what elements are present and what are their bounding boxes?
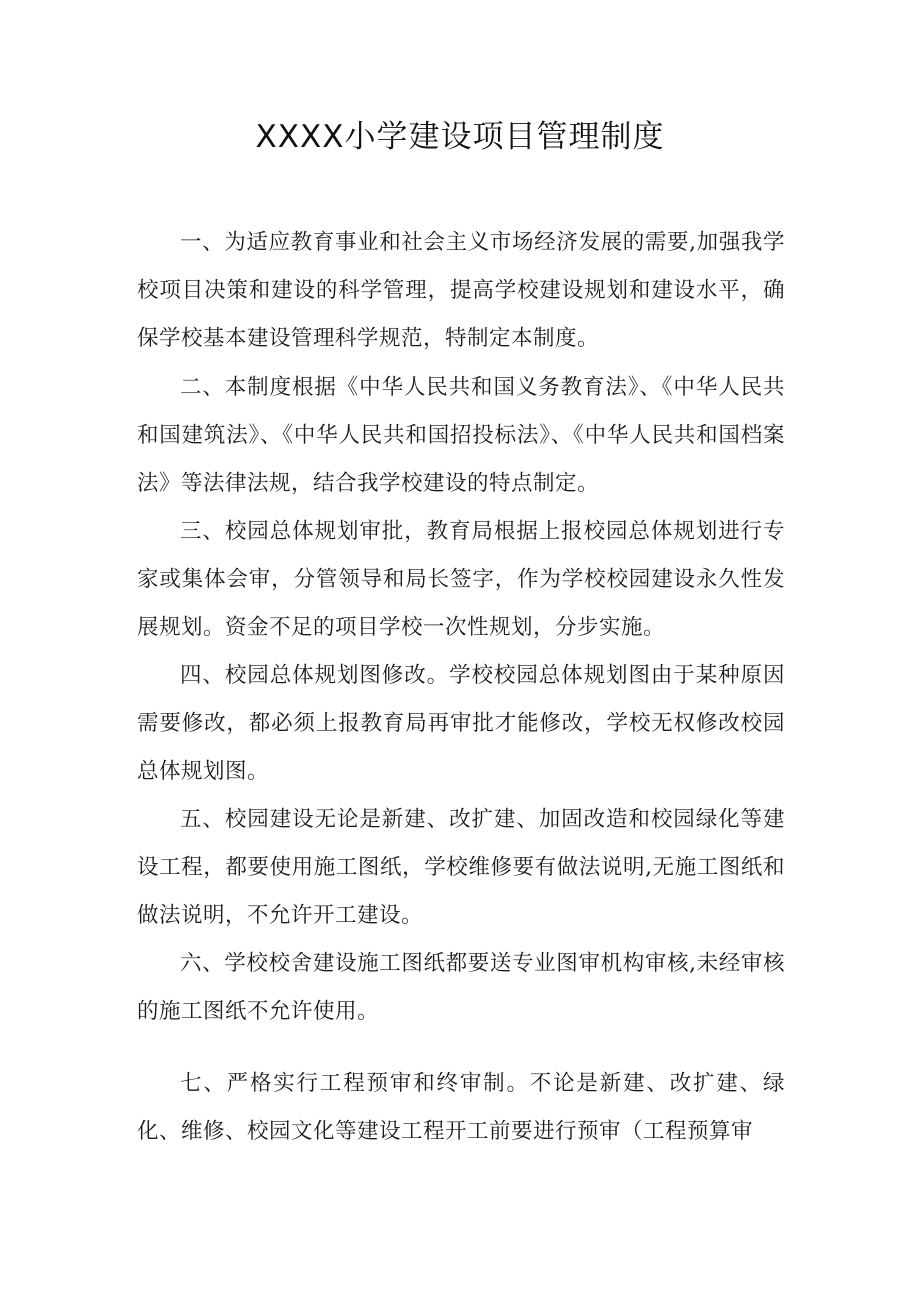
- paragraph-7: 七、严格实行工程预审和终审制。不论是新建、改扩建、绿化、维修、校园文化等建设工程开工前要进行预审（工程预算审: [137, 1071, 785, 1144]
- paragraph-6: 六、学校校舍建设施工图纸都要送专业图审机构审核,未经审核的施工图纸不允许使用。: [137, 951, 785, 1024]
- paragraph-5: 五、校园建设无论是新建、改扩建、加固改造和校园绿化等建设工程，都要使用施工图纸，学校维修要有做法说明,无施工图纸和做法说明，不允许开工建设。: [137, 807, 785, 928]
- document-title: XXXX小学建设项目管理制度: [255, 119, 665, 155]
- paragraph-4: 四、校园总体规划图修改。学校校园总体规划图由于某种原因需要修改，都必须上报教育局再审批才能修改，学校无权修改校园总体规划图。: [137, 663, 785, 784]
- paragraph-2: 二、本制度根据《中华人民共和国义务教育法》、《中华人民共和国建筑法》、《中华人民共和国招投标法》、《中华人民共和国档案法》等法律法规，结合我学校建设的特点制定。: [137, 375, 785, 496]
- paragraph-3: 三、校园总体规划审批，教育局根据上报校园总体规划进行专家或集体会审，分管领导和局长签字，作为学校校园建设永久性发展规划。资金不足的项目学校一次性规划，分步实施。: [137, 519, 785, 640]
- paragraph-1: 一、为适应教育事业和社会主义市场经济发展的需要,加强我学校项目决策和建设的科学管理，提高学校建设规划和建设水平，确保学校基本建设管理科学规范，特制定本制度。: [137, 230, 785, 351]
